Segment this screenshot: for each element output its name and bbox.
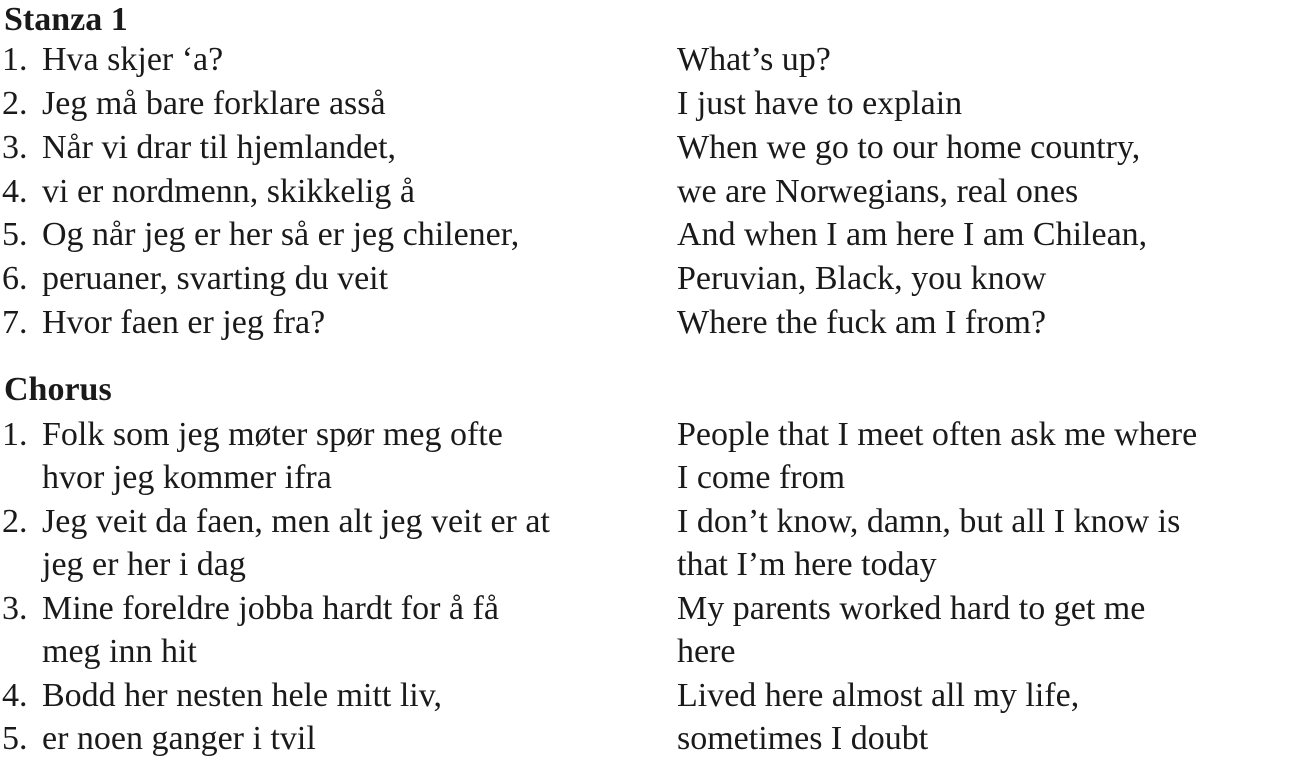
line-number: 4. [2, 677, 28, 714]
line-number: 3. [2, 129, 28, 166]
norwegian-text: Hvor faen er jeg fra? [42, 304, 326, 341]
english-line: People that I meet often ask me where [677, 416, 1198, 453]
english-line: we are Norwegians, real ones [677, 173, 1079, 210]
english-line: My parents worked hard to get me [677, 590, 1146, 627]
english-line: And when I am here I am Chilean, [677, 216, 1148, 253]
english-line-continuation: that I’m here today [677, 546, 937, 583]
norwegian-text: er noen ganger i tvil [42, 720, 316, 757]
norwegian-text: Jeg veit da faen, men alt jeg veit er at [42, 503, 550, 540]
line-number: 7. [2, 304, 28, 341]
norwegian-line-continuation: jeg er her i dag [42, 546, 246, 583]
norwegian-line [2, 719, 316, 759]
line-number: 1. [2, 416, 28, 453]
norwegian-line [2, 303, 325, 343]
line-number: 2. [2, 503, 28, 540]
line-number: 2. [2, 85, 28, 122]
english-line: Lived here almost all my life, [677, 677, 1080, 714]
line-number: 5. [2, 216, 28, 253]
english-line: Where the fuck am I from? [677, 304, 1047, 341]
norwegian-text: Bodd her nesten hele mitt liv, [42, 677, 443, 714]
norwegian-line [2, 40, 223, 80]
norwegian-line-continuation: hvor jeg kommer ifra [42, 459, 332, 496]
norwegian-line [2, 84, 386, 124]
norwegian-text: Jeg må bare forklare asså [42, 85, 386, 122]
norwegian-text: Mine foreldre jobba hardt for å få [42, 590, 499, 627]
norwegian-text: Hva skjer ‘a? [42, 41, 224, 78]
line-number: 4. [2, 173, 28, 210]
norwegian-text: Når vi drar til hjemlandet, [42, 129, 397, 166]
line-number: 3. [2, 590, 28, 627]
norwegian-text: vi er nordmenn, skikkelig å [42, 173, 415, 210]
norwegian-line [2, 676, 442, 716]
norwegian-text: peruaner, svarting du veit [42, 260, 389, 297]
english-line: I don’t know, damn, but all I know is [677, 503, 1181, 540]
norwegian-line [2, 128, 396, 168]
norwegian-line [2, 502, 550, 542]
english-line-continuation: here [677, 633, 736, 670]
line-number: 5. [2, 720, 28, 757]
line-number: 6. [2, 260, 28, 297]
norwegian-text: Og når jeg er her så er jeg chilener, [42, 216, 520, 253]
norwegian-line [2, 215, 519, 255]
section-heading-stanza-1: Stanza 1 [4, 1, 128, 38]
line-number: 1. [2, 41, 28, 78]
norwegian-line [2, 172, 415, 212]
norwegian-line [2, 589, 499, 629]
english-line: sometimes I doubt [677, 720, 929, 757]
english-line: Peruvian, Black, you know [677, 260, 1047, 297]
norwegian-line [2, 259, 388, 299]
section-heading-chorus: Chorus [4, 371, 112, 408]
english-line: What’s up? [677, 41, 831, 78]
norwegian-line [2, 415, 503, 455]
english-line: When we go to our home country, [677, 129, 1141, 166]
norwegian-line-continuation: meg inn hit [42, 633, 197, 670]
english-line: I just have to explain [677, 85, 963, 122]
english-line-continuation: I come from [677, 459, 846, 496]
norwegian-text: Folk som jeg møter spør meg ofte [42, 416, 503, 453]
